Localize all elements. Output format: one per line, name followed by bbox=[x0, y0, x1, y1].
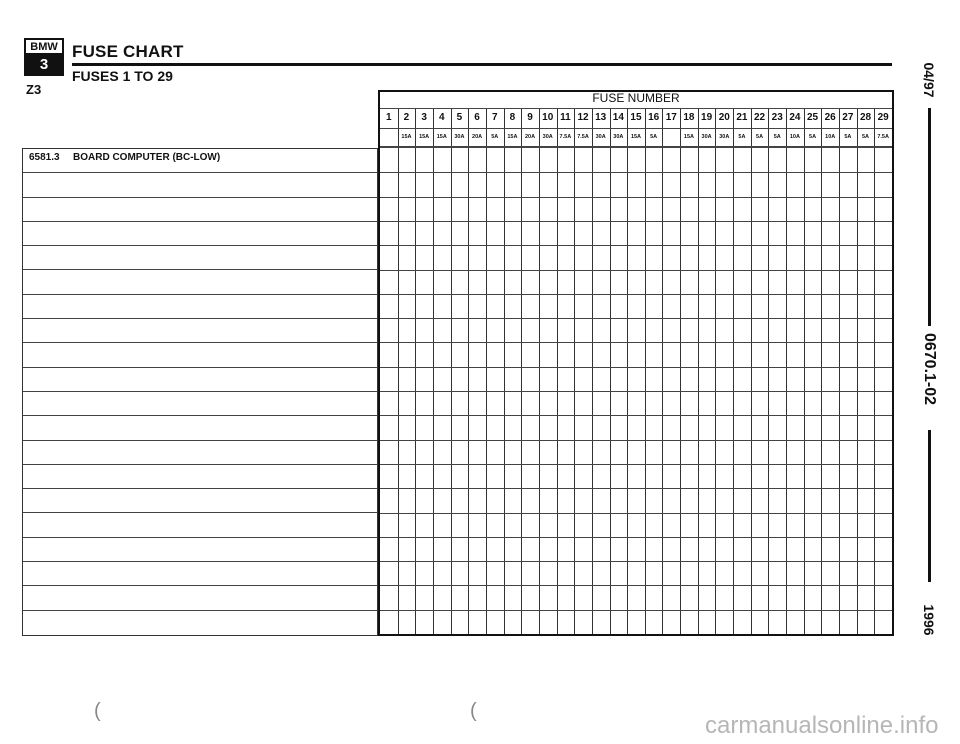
fuse-column-divider bbox=[733, 108, 734, 634]
circuit-row bbox=[23, 611, 377, 635]
fuse-column-divider bbox=[821, 108, 822, 634]
fuse-number: 6 bbox=[474, 112, 480, 123]
fuse-grid-row-line bbox=[380, 318, 892, 319]
fuse-number: 20 bbox=[718, 112, 730, 123]
fuse-number: 5 bbox=[456, 112, 463, 123]
circuit-row bbox=[23, 343, 377, 367]
fuse-rating: 30A bbox=[701, 134, 712, 140]
fuse-rating: 7.5A bbox=[559, 134, 572, 140]
fuse-rating: 30A bbox=[595, 134, 606, 140]
fuse-number: 26 bbox=[824, 112, 836, 123]
fuse-column-divider bbox=[433, 108, 434, 634]
page-subtitle: FUSES 1 TO 29 bbox=[72, 68, 173, 84]
page-title: FUSE CHART bbox=[72, 42, 184, 61]
fuse-rating: 15A bbox=[401, 134, 412, 140]
fuse-header-rule bbox=[380, 108, 892, 109]
rail-line-bottom bbox=[928, 430, 931, 582]
fuse-column-divider bbox=[857, 108, 858, 634]
circuit-row bbox=[23, 562, 377, 586]
circuit-row bbox=[23, 465, 377, 489]
fuse-rating: 7.5A bbox=[577, 134, 589, 140]
fuse-rating: 5A bbox=[491, 134, 499, 140]
circuit-row bbox=[23, 538, 377, 562]
fuse-rating: 30A bbox=[542, 134, 553, 140]
fuse-grid-row-line bbox=[380, 342, 892, 343]
circuit-row bbox=[23, 173, 377, 197]
fuse-column-divider bbox=[839, 108, 840, 634]
fuse-rating: 30A bbox=[454, 134, 465, 140]
fuse-number: 29 bbox=[877, 112, 889, 123]
fuse-grid-row-line bbox=[380, 294, 892, 295]
fuse-rating: 5A bbox=[650, 134, 658, 140]
fuse-rating: 5A bbox=[756, 134, 764, 140]
fuse-column-divider bbox=[468, 108, 469, 634]
fuse-grid-row-line bbox=[380, 391, 892, 392]
fuse-column-divider bbox=[557, 108, 558, 634]
fuse-number: 9 bbox=[527, 112, 533, 123]
document-code: 0670.1-02 bbox=[921, 332, 938, 406]
fuse-number: 24 bbox=[789, 112, 801, 123]
circuit-row bbox=[23, 514, 377, 538]
circuit-row bbox=[23, 149, 377, 173]
fuse-header-rule bbox=[380, 128, 892, 129]
fuse-grid-row-line bbox=[380, 561, 892, 562]
fuse-rating: 5A bbox=[809, 134, 817, 140]
fuse-column-divider bbox=[874, 108, 875, 634]
logo-series: 3 bbox=[26, 55, 62, 74]
fuse-grid-row-line bbox=[380, 464, 892, 465]
fuse-rating: 20A bbox=[525, 134, 536, 140]
circuit-row bbox=[23, 392, 377, 416]
fuse-column-divider bbox=[645, 108, 646, 634]
fuse-grid-row-line bbox=[380, 415, 892, 416]
fuse-number: 17 bbox=[665, 112, 677, 123]
fuse-number: 28 bbox=[859, 112, 872, 123]
title-rule bbox=[72, 63, 892, 66]
circuit-row bbox=[23, 271, 377, 295]
circuit-row bbox=[23, 586, 377, 610]
fuse-number: 16 bbox=[648, 112, 660, 123]
fuse-number: 14 bbox=[612, 112, 624, 123]
fuse-column-divider bbox=[486, 108, 487, 634]
fuse-column-divider bbox=[662, 108, 663, 634]
circuit-row bbox=[23, 368, 377, 392]
fuse-rating: 15A bbox=[630, 134, 642, 140]
fuse-column-divider bbox=[804, 108, 805, 634]
fuse-rating bbox=[380, 131, 398, 143]
fuse-rating: 15A bbox=[683, 134, 694, 140]
fuse-column-divider bbox=[786, 108, 787, 634]
fuse-number: 23 bbox=[771, 112, 783, 123]
fuse-number: 22 bbox=[754, 112, 766, 123]
fuse-number: 2 bbox=[403, 112, 410, 123]
fuse-grid-row-line bbox=[380, 513, 892, 514]
circuit-row bbox=[23, 222, 377, 246]
fuse-rating: 5A bbox=[844, 134, 852, 140]
fuse-number: 25 bbox=[806, 112, 819, 123]
scan-mark-left: ( bbox=[94, 700, 101, 722]
fuse-column-divider bbox=[574, 108, 575, 634]
circuit-row bbox=[23, 416, 377, 440]
rail-line-top bbox=[928, 108, 931, 326]
fuse-grid-row-line bbox=[380, 221, 892, 222]
logo-brand: BMW bbox=[26, 40, 62, 55]
circuit-row bbox=[23, 489, 377, 513]
revision-date: 04/97 bbox=[921, 62, 937, 98]
circuit-row bbox=[23, 441, 377, 465]
fuse-column-divider bbox=[680, 108, 681, 634]
fuse-column-divider bbox=[398, 108, 399, 634]
fuse-rating: 10A bbox=[825, 134, 836, 140]
fuse-grid-row-line bbox=[380, 367, 892, 368]
fuse-grid-row-line bbox=[380, 488, 892, 489]
fuse-rating: 5A bbox=[861, 134, 870, 140]
fuse-rating: 30A bbox=[613, 134, 624, 140]
fuse-rating: 15A bbox=[507, 134, 518, 140]
fuse-grid-row-line bbox=[380, 197, 892, 198]
fuse-number: 7 bbox=[491, 112, 498, 123]
fuse-number: 8 bbox=[509, 112, 516, 123]
circuit-code: 6581.3 bbox=[29, 152, 60, 163]
model-label: Z3 bbox=[26, 82, 42, 97]
fuse-rating: 5A bbox=[738, 134, 746, 140]
fuse-number: 4 bbox=[438, 112, 445, 123]
fuse-number: 18 bbox=[683, 112, 695, 123]
model-year: 1996 bbox=[921, 604, 937, 636]
fuse-number: 1 bbox=[386, 112, 392, 123]
circuit-row bbox=[23, 246, 377, 270]
fuse-column-divider bbox=[715, 108, 716, 634]
fuse-number: 19 bbox=[701, 112, 713, 123]
fuse-rating: 15A bbox=[436, 134, 447, 140]
fuse-number: 27 bbox=[842, 112, 854, 123]
fuse-grid-row-line bbox=[380, 585, 892, 586]
circuit-row bbox=[23, 295, 377, 319]
fuse-number: 11 bbox=[560, 112, 571, 123]
fuse-column-divider bbox=[539, 108, 540, 634]
fuse-column-divider bbox=[592, 108, 593, 634]
fuse-column-divider bbox=[451, 108, 452, 634]
fuse-rating: 5A bbox=[773, 134, 781, 140]
scan-mark-middle: ( bbox=[470, 700, 477, 722]
fuse-number: 12 bbox=[577, 112, 589, 123]
circuit-description: BOARD COMPUTER (BC-LOW) bbox=[73, 152, 221, 163]
fuse-rating: 10A bbox=[789, 134, 800, 140]
circuit-row bbox=[23, 198, 377, 222]
fuse-column-divider bbox=[610, 108, 611, 634]
fuse-rating: 7.5A bbox=[877, 134, 889, 140]
fuse-rating: 20A bbox=[472, 134, 483, 140]
fuse-column-divider bbox=[415, 108, 416, 634]
fuse-number: 15 bbox=[630, 112, 642, 123]
fuse-column-divider bbox=[521, 108, 522, 634]
fuse-grid-row-line bbox=[380, 537, 892, 538]
fuse-grid-row-line bbox=[380, 440, 892, 441]
fuse-column-divider bbox=[504, 108, 505, 634]
fuse-rating bbox=[662, 131, 680, 143]
fuse-number: 3 bbox=[421, 112, 427, 123]
fuse-number: 10 bbox=[542, 112, 554, 123]
watermark: carmanualsonline.info bbox=[705, 712, 939, 739]
fuse-rating: 15A bbox=[419, 134, 430, 140]
fuse-column-divider bbox=[768, 108, 769, 634]
circuit-table bbox=[22, 148, 378, 636]
circuit-row bbox=[23, 319, 377, 343]
fuse-grid-row-line bbox=[380, 172, 892, 173]
fuse-number-heading: FUSE NUMBER bbox=[592, 91, 680, 105]
fuse-grid-row-line bbox=[380, 270, 892, 271]
bmw-3-logo bbox=[24, 38, 64, 76]
fuse-column-divider bbox=[751, 108, 752, 634]
fuse-grid-row-line bbox=[380, 610, 892, 611]
fuse-rating: 30A bbox=[719, 134, 730, 140]
fuse-column-divider bbox=[698, 108, 699, 634]
fuse-header-rule bbox=[380, 146, 892, 148]
fuse-number: 21 bbox=[736, 112, 748, 123]
fuse-grid-row-line bbox=[380, 245, 892, 246]
fuse-column-divider bbox=[627, 108, 628, 634]
fuse-number: 13 bbox=[595, 112, 607, 123]
